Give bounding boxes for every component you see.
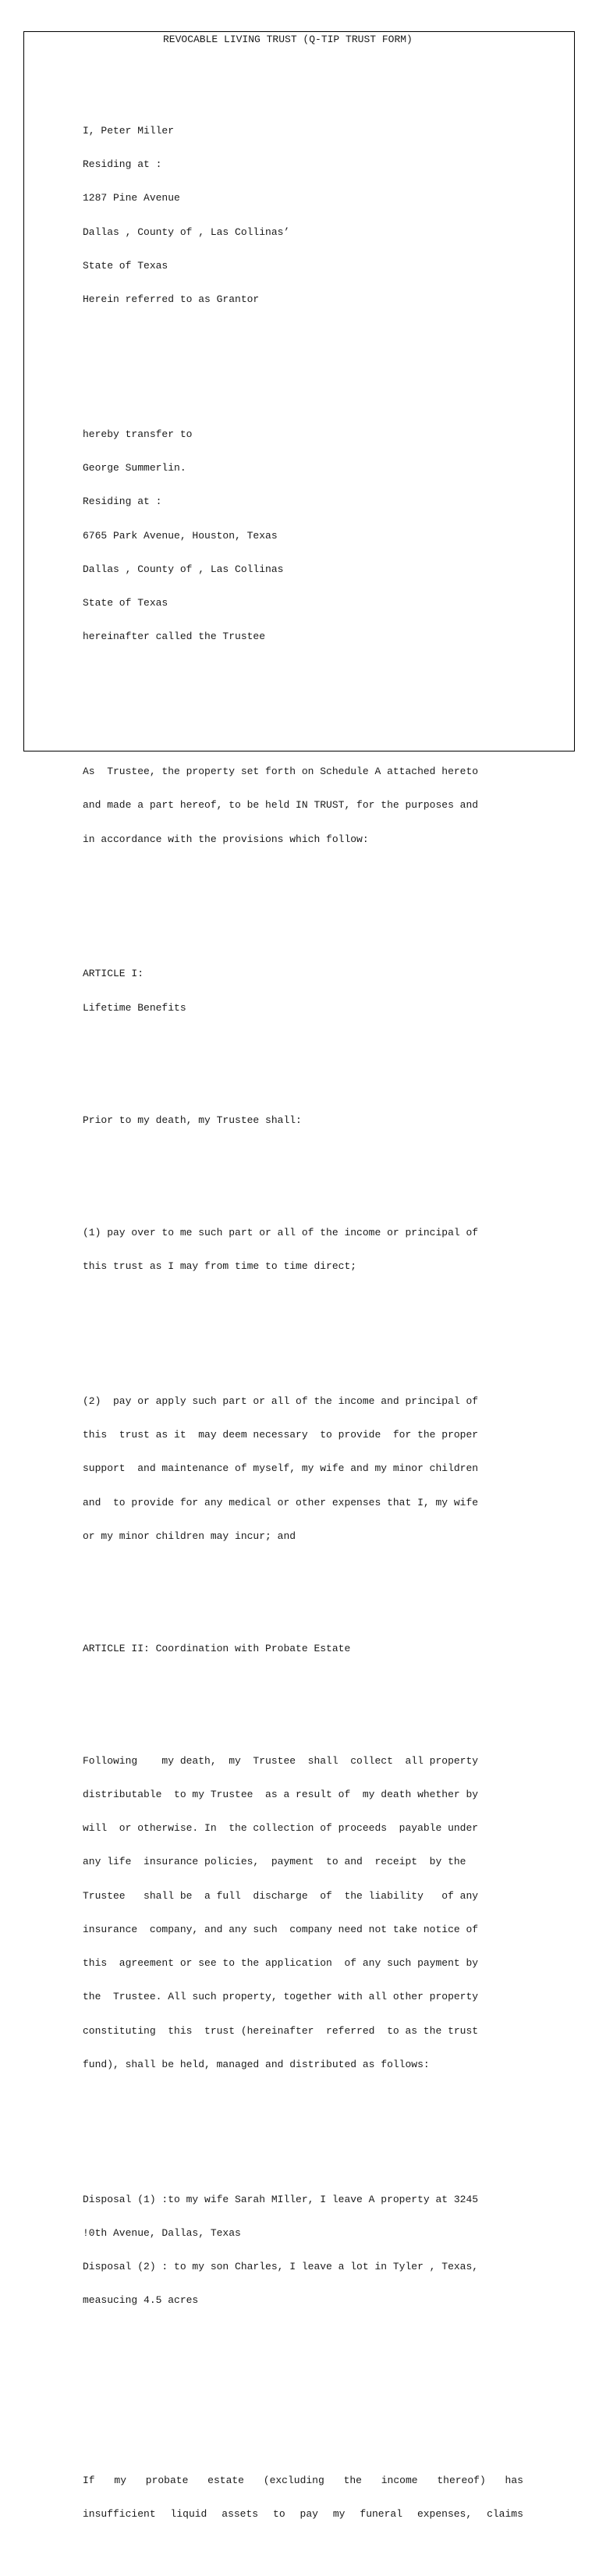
article-2-line: fund), shall be held, managed and distributed as follows: xyxy=(83,2058,430,2070)
closing-word: insufficient xyxy=(83,2507,156,2520)
article-2-line: insurance company, and any such company need not take notice of xyxy=(83,1923,479,1935)
closing-word: thereof) xyxy=(437,2474,486,2486)
grantor-line: State of Texas xyxy=(83,259,168,272)
grantor-line: Dallas , County of , Las Collinas’ xyxy=(83,226,290,238)
closing-word: assets xyxy=(222,2507,259,2520)
trustee-line: State of Texas xyxy=(83,597,168,609)
closing-word: If xyxy=(83,2474,95,2486)
clause-line: and to provide for any medical or other expenses that I, my wife xyxy=(83,1496,479,1508)
article-1-clause-2 xyxy=(83,1373,523,1565)
article-2-line: Trustee shall be a full discharge of the liability of any xyxy=(83,1889,479,1902)
document-title: REVOCABLE LIVING TRUST (Q-TIP TRUST FORM) xyxy=(163,34,413,45)
grantor-line: 1287 Pine Avenue xyxy=(83,192,180,204)
grantor-block xyxy=(83,103,523,328)
intro-line: in accordance with the provisions which follow: xyxy=(83,833,369,845)
article-2-heading: ARTICLE II: Coordination with Probate Estate xyxy=(83,1642,351,1654)
document-page xyxy=(23,31,575,2520)
closing-word: to xyxy=(273,2507,285,2520)
grantor-line: I, Peter Miller xyxy=(83,125,175,137)
clause-line: this trust as I may from time to time direct; xyxy=(83,1260,357,1272)
closing-word: my xyxy=(332,2507,346,2520)
article-2-line: the Trustee. All such property, together with all other property xyxy=(83,1991,479,2003)
closing-word: my xyxy=(114,2474,126,2486)
closing-word: income xyxy=(381,2474,418,2486)
trustee-line: 6765 Park Avenue, Houston, Texas xyxy=(83,529,278,542)
article-2-line: will or otherwise. In the collection of proceeds payable under xyxy=(83,1822,479,1835)
trustee-line: Dallas , County of , Las Collinas xyxy=(83,563,284,575)
closing-word: probate xyxy=(145,2474,189,2486)
disposal-line: measucing 4.5 acres xyxy=(83,2294,199,2307)
closing-line-1 xyxy=(83,2475,523,2486)
article-1-heading-block xyxy=(83,947,523,1036)
intro-line: and made a part hereof, to be held IN TRUST, for the purposes and xyxy=(83,799,479,812)
closing-line-2 xyxy=(83,2509,523,2520)
article-2-line: Following my death, my Trustee shall collect all property xyxy=(83,1754,479,1767)
closing-word: claims xyxy=(487,2507,523,2520)
intro-line: As Trustee, the property set forth on Schedule A attached hereto xyxy=(83,766,479,778)
trustee-line: George Summerlin. xyxy=(83,462,186,474)
article-2-line: this agreement or see to the application of any such payment by xyxy=(83,1957,479,1970)
trustee-line: hereinafter called the Trustee xyxy=(83,631,266,643)
closing-paragraph xyxy=(83,2453,523,2542)
article-1-clause-1 xyxy=(83,1205,523,1295)
clause-line: or my minor children may incur; and xyxy=(83,1530,296,1542)
article-1-lead: Prior to my death, my Trustee shall: xyxy=(83,1114,302,1126)
trustee-line: hereby transfer to xyxy=(83,428,193,440)
grantor-line: Residing at : xyxy=(83,158,162,171)
article-2-paragraph xyxy=(83,1733,523,2093)
trustee-block xyxy=(83,407,523,665)
closing-word: the xyxy=(343,2474,362,2486)
closing-word: pay xyxy=(300,2507,318,2520)
closing-word: funeral xyxy=(360,2507,403,2520)
intro-paragraph xyxy=(83,744,523,867)
document-body xyxy=(83,69,523,2576)
closing-word: (excluding xyxy=(263,2474,324,2486)
closing-word: has xyxy=(505,2474,523,2486)
grantor-line: Herein referred to as Grantor xyxy=(83,293,260,306)
clause-line: (2) pay or apply such part or all of the income and principal of xyxy=(83,1395,479,1407)
clause-line: (1) pay over to me such part or all of the income or principal of xyxy=(83,1226,479,1238)
disposals-block xyxy=(83,2172,523,2329)
article-2-line: constituting this trust (hereinafter referred to as the trust xyxy=(83,2024,479,2037)
closing-word: liquid xyxy=(170,2507,207,2520)
disposal-line: !0th Avenue, Dallas, Texas xyxy=(83,2226,241,2239)
article-1-heading: ARTICLE I: xyxy=(83,968,144,980)
article-1-subheading: Lifetime Benefits xyxy=(83,1001,186,1014)
disposal-line: Disposal (2) : to my son Charles, I leave a lot in Tyler , Texas, xyxy=(83,2261,479,2273)
trustee-line: Residing at : xyxy=(83,496,162,508)
disposal-line: Disposal (1) :to my wife Sarah MIller, I leave A property at 3245 xyxy=(83,2193,479,2205)
article-2-line: any life insurance policies, payment to and receipt by the xyxy=(83,1856,466,1868)
clause-line: support and maintenance of myself, my wife and my minor children xyxy=(83,1462,479,1475)
closing-word: estate xyxy=(207,2474,244,2486)
closing-word: expenses, xyxy=(416,2507,473,2520)
clause-line: this trust as it may deem necessary to provide for the proper xyxy=(83,1429,479,1441)
article-2-line: distributable to my Trustee as a result of my death whether by xyxy=(83,1789,479,1801)
